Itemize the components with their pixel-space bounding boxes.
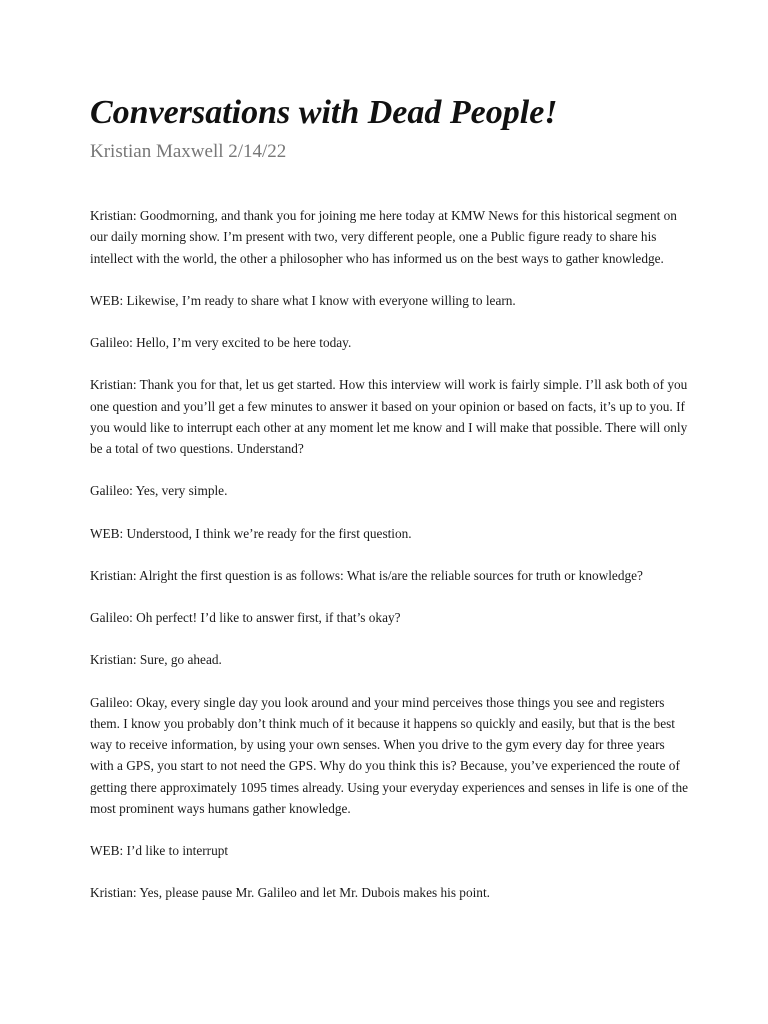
author-date-line: Kristian Maxwell 2/14/22 bbox=[90, 141, 287, 162]
dialogue-paragraph: Galileo: Yes, very simple. bbox=[90, 483, 228, 499]
dialogue-paragraph: WEB: Understood, I think we’re ready for the first question. bbox=[90, 525, 412, 541]
dialogue-paragraph: Kristian: Sure, go ahead. bbox=[90, 652, 222, 668]
dialogue-paragraph: WEB: I’d like to interrupt bbox=[90, 843, 229, 858]
dialogue-paragraph: Galileo: Okay, every single day you look around and your mind perceives those things you see and registers them. I know you probably don’t think much of it because it happens so quickly and easily, but that is the best way to receive information, by using your own senses. When you drive to the gym every day for three years with a GPS, you start to not need the GPS. Why do you think this is? Because, you’ve experienced the route of getting there approximately 1095 times already. Using your everyday experiences and senses in life is one of the most prominent ways humans gather knowledge. bbox=[90, 694, 689, 816]
dialogue-paragraph: Kristian: Thank you for that, let us get started. How this interview will work is fairly simple. I’ll ask both of you one question and you’ll get a few minutes to answer it based on your opinion or based on facts, it’s up to you. If you would like to interrupt each other at any moment let me know and I will make that possible. There will only be a total of two questions. Understand? bbox=[90, 377, 688, 456]
dialogue-paragraph: Kristian: Yes, please pause Mr. Galileo and let Mr. Dubois makes his point. bbox=[90, 885, 490, 901]
dialogue-paragraph: Kristian: Alright the first question is as follows: What is/are the reliable sources for truth or knowledge? bbox=[90, 567, 643, 583]
dialogue-paragraph: Galileo: Hello, I’m very excited to be here today. bbox=[90, 335, 352, 350]
dialogue-paragraph: WEB: Likewise, I’m ready to share what I know with everyone willing to learn. bbox=[90, 292, 516, 308]
dialogue-paragraph: Galileo: Oh perfect! I’d like to answer first, if that’s okay? bbox=[90, 610, 401, 625]
document-body bbox=[90, 205, 690, 925]
document-title: Conversations with Dead People! bbox=[90, 94, 558, 131]
dialogue-paragraph: Kristian: Goodmorning, and thank you for joining me here today at KMW News for this historical segment on our daily morning show. I’m present with two, very different people, one a Public figure ready to share his intellect with the world, the other a philosopher who has informed us on the best ways to gather knowledge. bbox=[90, 208, 677, 266]
